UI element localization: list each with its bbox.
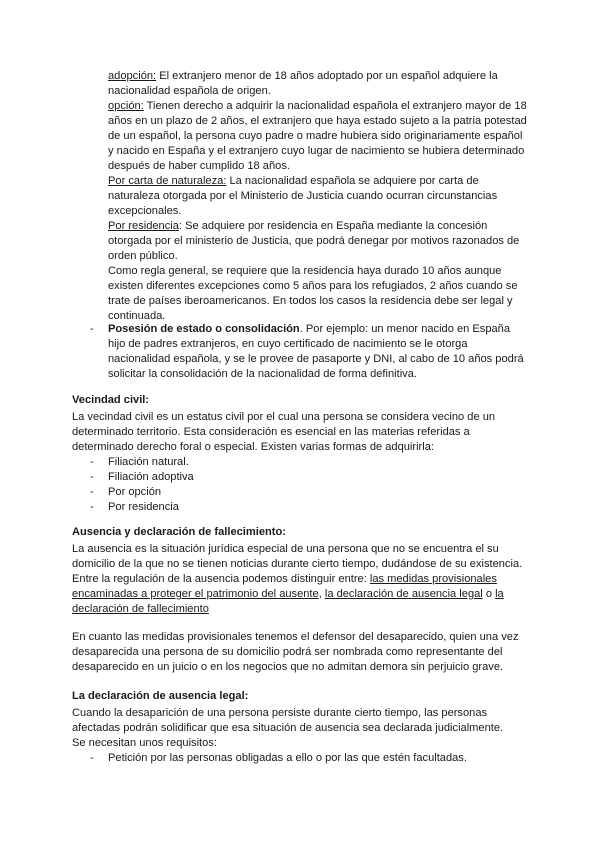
carta-label: Por carta de naturaleza: xyxy=(108,175,227,187)
residencia-text: : Se adquiere por residencia en España mediante la concesión otorgada por el ministerio de Justicia, que podrá denegar por motivos razonados de orden público. xyxy=(108,220,520,262)
list-item: - Por residencia xyxy=(90,501,179,513)
list-item: - Filiación natural. xyxy=(90,456,189,468)
vecindad-list xyxy=(72,455,528,515)
opcion-paragraph xyxy=(108,99,528,174)
declaracion-legal-p1: Cuando la desaparición de una persona persiste durante cierto tiempo, las personas afectadas podrán solidificar que esa situación de ausencia sea declarada judicialmente. xyxy=(72,707,504,734)
ausencia-p2: Entre la regulación de la ausencia podemos distinguir entre: las medidas provisionales encaminadas a proteger el patrimonio del ausente, la declaración de ausencia legal o la declaración de fallecimiento xyxy=(72,573,504,615)
vecindad-heading: Vecindad civil: xyxy=(72,394,150,406)
opcion-text: Tienen derecho a adquirir la nacionalidad española el extranjero mayor de 18 años en un plazo de 2 años, el extranjero que haya estado sujeto a la patria potestad de un español, la persona cuyo padre o madre hubiera sido originariamente español y nacido en España y el extranjero cuyo lugar de nacimiento se hubiera determinado después de haber cumplido 18 años. xyxy=(108,100,527,172)
ausencia-p1: La ausencia es la situación jurídica especial de una persona que no se encuentra el su domicilio de la que no se tienen noticias durante cierto tiempo, dudándose de su existencia. xyxy=(72,543,523,570)
posesion-label: Posesión de estado o consolidación xyxy=(108,323,300,335)
declaracion-ausencia-link: la declaración de ausencia legal xyxy=(324,588,483,600)
list-item: - Por opción xyxy=(90,486,162,498)
vecindad-section xyxy=(72,393,528,515)
adopcion-text: El extranjero menor de 18 años adoptado por un español adquiere la nacionalidad española de origen. xyxy=(108,70,498,97)
residencia-label: Por residencia xyxy=(108,220,179,232)
carta-paragraph xyxy=(108,174,528,219)
medidas-paragraph xyxy=(72,630,528,675)
vecindad-intro: La vecindad civil es un estatus civil por el cual una persona se considera vecino de un determinado territorio. Esta consideración es esencial en las materias referidas a determinado derecho foral o especial. Existen varias formas de adquirirla: xyxy=(72,411,496,453)
declaracion-legal-section xyxy=(72,689,528,766)
adopcion-label: adopción: xyxy=(108,70,157,82)
ausencia-section xyxy=(72,525,528,617)
declaracion-legal-heading: La declaración de ausencia legal: xyxy=(72,690,249,702)
posesion-text: . Por ejemplo: un menor nacido en España hijo de padres extranjeros, en cuyo certificado de nacimiento se le otorga nacionalidad española, y se le provee de pasaporte y DNI, al cabo de 10 años podrá solicitar la consolidación de la nacionalidad de forma definitiva. xyxy=(108,323,524,380)
carta-text: La nacionalidad española se adquiere por carta de naturaleza otorgada por el Ministerio de Justicia cuando ocurran circunstancias excepcionales. xyxy=(108,175,498,217)
requisito-1: Petición por las personas obligadas a ello o por las que estén facultadas. xyxy=(108,752,467,764)
posesion-bullet: - xyxy=(90,323,94,335)
residencia-paragraph xyxy=(108,219,528,264)
medidas-provisionales-link: las medidas provisionales encaminadas a proteger el patrimonio del ausente xyxy=(72,573,497,600)
opcion-label: opción: xyxy=(108,100,144,112)
declaracion-legal-p2: Se necesitan unos requisitos: xyxy=(72,737,217,749)
list-item: - Filiación adoptiva xyxy=(90,471,194,483)
declaracion-fallecimiento-link: la declaración de fallecimiento xyxy=(72,588,504,615)
regla-general-text: Como regla general, se requiere que la residencia haya durado 10 años aunque existen diferentes excepciones como 5 años para los refugiados, 2 años cuando se trate de países iberoamericanos. En todos los casos la residencia debe ser legal y continuada. xyxy=(108,265,518,322)
ausencia-p3: En cuanto las medidas provisionales tenemos el defensor del desaparecido, quien una vez desaparecida una persona de su domicilio podrá ser nombrada como representante del desaparecido en un juicio o en los negocios que no admitan demora sin perjuicio grave. xyxy=(72,631,519,673)
ausencia-heading: Ausencia y declaración de fallecimiento: xyxy=(72,526,286,538)
posesion-item xyxy=(72,322,528,382)
list-item: - Petición por las personas obligadas a ello o por las que estén facultadas. xyxy=(90,752,467,764)
adopcion-paragraph xyxy=(108,69,528,99)
regla-general-paragraph xyxy=(108,264,528,324)
